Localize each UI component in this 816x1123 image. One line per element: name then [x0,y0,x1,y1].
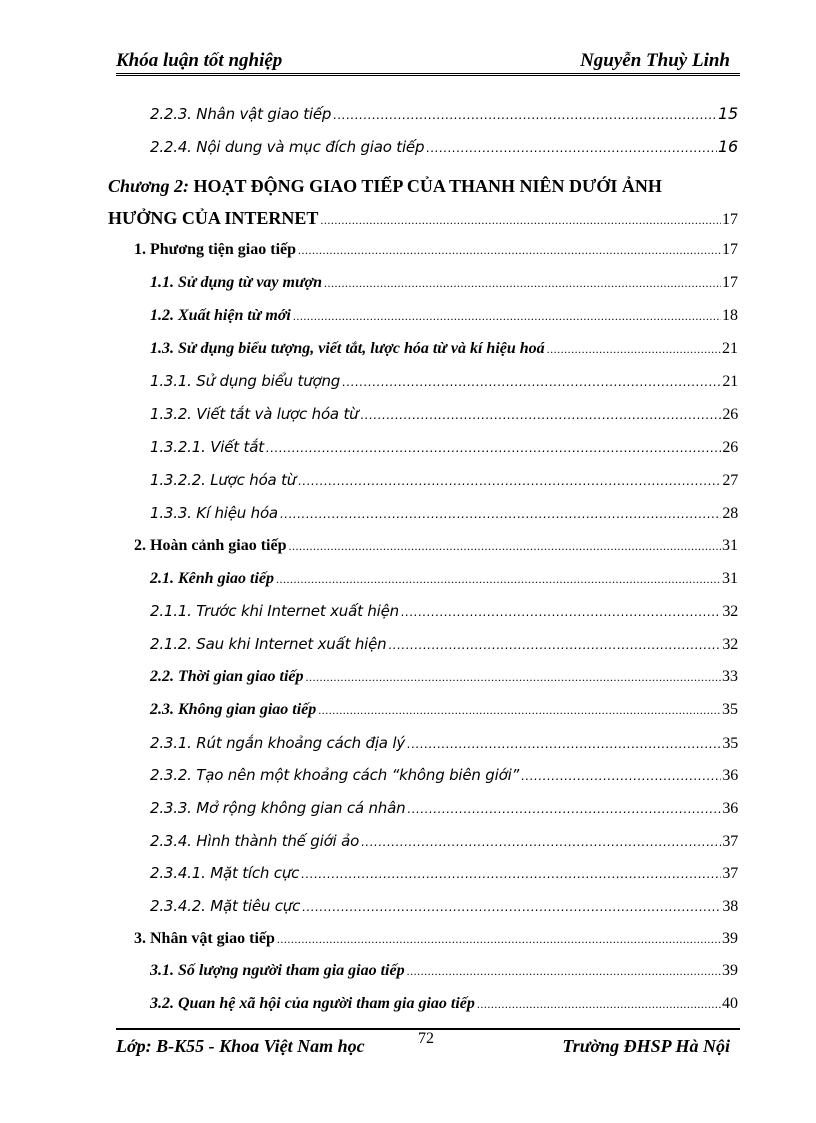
toc-entry [150,701,738,725]
toc-entry-page: 39 [722,930,738,947]
toc-leader [407,964,721,979]
chapter-title-line1: HOẠT ĐỘNG GIAO TIẾP CỦA THANH NIÊN DƯỚI ẢNH [193,176,662,196]
toc-entry-page: 36 [722,800,738,817]
toc-entry [150,962,738,986]
chapter-heading [108,170,738,234]
toc-leader [324,276,721,291]
toc-entry [150,274,738,298]
toc-entry [150,504,738,528]
toc-entry-page: 40 [722,995,738,1012]
toc-leader [301,867,721,881]
toc-leader [426,141,717,155]
page-header [116,44,740,76]
toc-entry-title: 1.3.2.2. Lược hóa từ [150,471,297,489]
toc-leader [342,375,721,389]
toc-entry [150,438,738,462]
toc-entry-page: 26 [722,439,738,456]
toc-entry-title: 2.3.2. Tạo nên một khoảng cách “không biên giới” [150,766,520,784]
toc-entry-title: 2.1.1. Trước khi Internet xuất hiện [150,602,399,620]
toc-entry-title: 2.2. Thời gian giao tiếp [150,668,304,685]
footer-university: Trường ĐHSP Hà Nội [562,1036,730,1056]
toc-entry-title: 2.3.3. Mở rộng không gian cá nhân [150,799,406,817]
toc-entry-page: 32 [722,603,738,620]
toc-entry-page: 16 [718,137,738,156]
toc-entry-title: 1.1. Sử dụng từ vay mượn [150,274,323,291]
toc-leader [401,605,721,619]
toc-leader [521,769,721,783]
page-number: 72 [418,1030,434,1047]
toc-leader [477,997,721,1012]
toc-entry [150,471,738,495]
toc-entry [150,372,738,396]
toc-entry-title: 3.2. Quan hệ xã hội của người tham gia giao tiếp [150,995,475,1012]
header-thesis-title: Khóa luận tốt nghiệp [116,50,283,71]
toc-entry-page: 15 [718,104,738,123]
toc-entry [150,799,738,823]
toc-entry-title: 2.3.4.2. Mặt tiêu cực [150,897,301,915]
toc-leader [298,243,721,258]
toc-leader [333,108,717,122]
toc-entry-title: 2.3. Không gian giao tiếp [150,701,317,718]
toc-leader [361,835,721,849]
toc-leader [302,900,721,914]
toc-entry-page: 17 [722,274,738,291]
header-divider [116,73,740,76]
toc-entry-title: 1.3.1. Sử dụng biểu tượng [150,372,341,390]
toc-entry [150,307,738,331]
toc-entry-page: 18 [722,307,738,324]
toc-entry-title: 2.1. Kênh giao tiếp [150,570,275,587]
toc-entry-page: 21 [722,373,738,390]
toc-leader [305,670,721,685]
toc-entry-page: 31 [722,537,738,554]
toc-entry-title: 1.2. Xuất hiện từ mới [150,307,291,324]
toc-entry-page: 26 [722,406,738,423]
toc-entry-page: 27 [722,472,738,489]
toc-entry [150,995,738,1019]
toc-entry-page: 28 [722,505,738,522]
toc-entry-title: 2.3.1. Rút ngắn khoảng cách địa lý [150,734,405,752]
toc-entry [150,832,738,856]
toc-leader [547,342,721,357]
toc-leader [288,539,721,554]
toc-entry-page: 35 [722,701,738,718]
toc-leader [407,802,721,816]
toc-entry-title: 3.1. Số lượng người tham gia giao tiếp [150,962,405,979]
toc-entry-page: 33 [722,668,738,685]
toc-entry [150,405,738,429]
toc-entry-page: 31 [722,570,738,587]
toc-entry [150,137,738,161]
toc-entry [134,241,738,265]
toc-entry [150,734,738,758]
toc-entry-page: 38 [722,898,738,915]
toc-leader [280,507,721,521]
toc-entry-title: 2.3.4.1. Mặt tích cực [150,864,300,882]
chapter-page: 17 [722,211,738,228]
toc-entry [150,668,738,692]
toc-entry [134,537,738,561]
toc-entry-title: 2.3.4. Hình thành thế giới ảo [150,832,360,850]
toc-entry-page: 37 [722,865,738,882]
toc-entry-page: 21 [722,340,738,357]
toc-entry-page: 36 [722,767,738,784]
toc-entry-title: 1.3.2.1. Viết tắt [150,438,264,456]
toc-entry-title: 2.2.4. Nội dung và mục đích giao tiếp [150,138,425,156]
toc-leader [388,638,721,652]
toc-entry [150,104,738,128]
toc-entry-page: 37 [722,833,738,850]
header-author: Nguyễn Thuỳ Linh [580,50,730,71]
toc-leader [320,204,721,236]
chapter-prefix: Chương 2: [108,176,189,196]
toc-entry [150,570,738,594]
toc-entry-title: 1.3.3. Kí hiệu hóa [150,504,278,522]
toc-entry-title: 1. Phương tiện giao tiếp [134,241,297,258]
toc-entry [150,897,738,921]
footer-class: Lớp: B-K55 - Khoa Việt Nam học [116,1036,365,1056]
toc-entry-title: 1.3. Sử dụng biểu tượng, viết tắt, lược hóa từ và kí hiệu hoá [150,340,545,357]
toc-entry [134,930,738,954]
toc-leader [407,737,721,751]
toc-leader [298,474,721,488]
toc-entry [150,864,738,888]
toc-entry [150,766,738,790]
toc-leader [266,441,722,455]
toc-entry-title: 3. Nhân vật giao tiếp [134,930,275,947]
toc-entry [150,340,738,364]
toc-leader [318,703,721,718]
toc-entry-title: 2.2.3. Nhân vật giao tiếp [150,105,332,123]
toc-entry-page: 17 [722,241,738,258]
toc-leader [277,932,721,947]
toc-entry-title: 1.3.2. Viết tắt và lược hóa từ [150,405,359,423]
toc-leader [360,408,721,422]
toc-leader [293,309,721,324]
toc-entry-page: 39 [722,962,738,979]
toc-entry-page: 32 [722,636,738,653]
toc-entry-title: 2. Hoàn cảnh giao tiếp [134,537,287,554]
toc-entry-page: 35 [722,735,738,752]
toc-entry-title: 2.1.2. Sau khi Internet xuất hiện [150,635,387,653]
page-footer [116,1028,740,1068]
toc-entry [150,602,738,626]
toc-leader [276,572,721,587]
chapter-title-line2: HƯỞNG CỦA INTERNET [108,208,319,228]
toc-entry [150,635,738,659]
